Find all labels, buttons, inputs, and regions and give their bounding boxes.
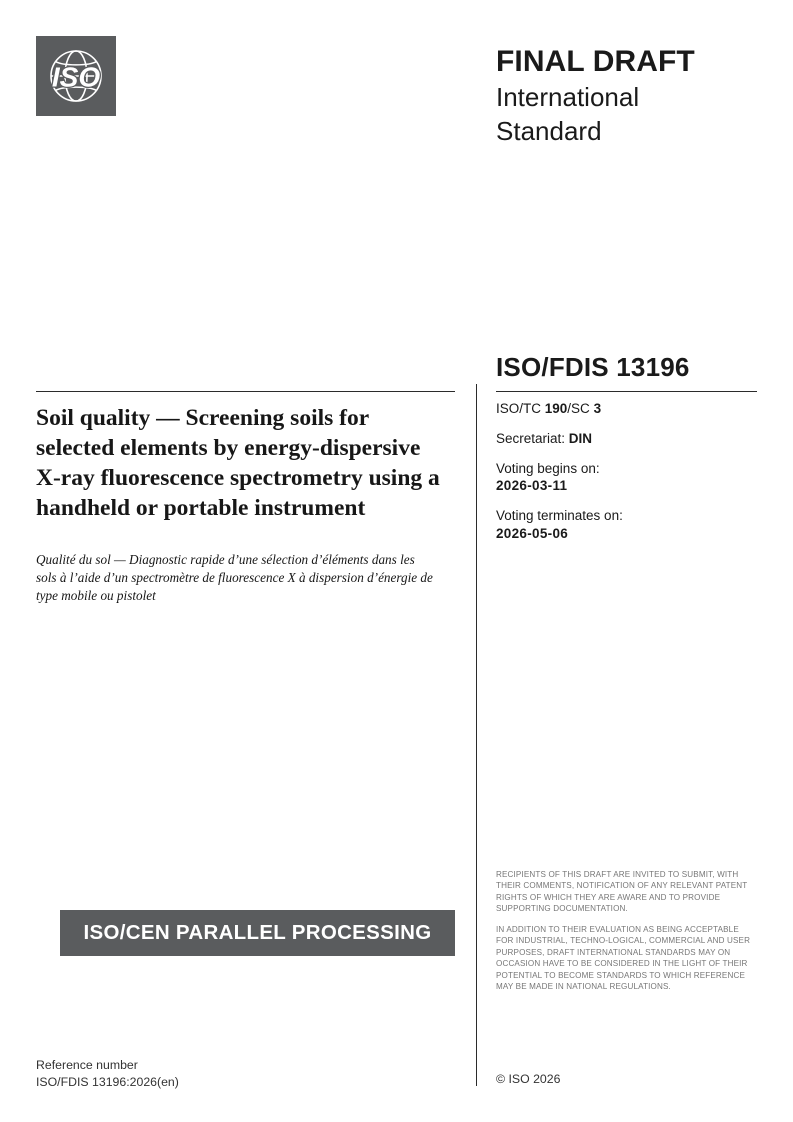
secretariat-value: DIN: [568, 430, 593, 446]
voting-terminates-label: Voting terminates on:: [496, 508, 623, 524]
sc-number: 3: [593, 401, 602, 416]
vertical-divider-rule: [476, 384, 477, 1086]
iso-logo: [36, 36, 116, 116]
reference-number: [36, 1057, 179, 1091]
voting-terminates-row: [496, 507, 766, 543]
document-kind-line-1: FINAL DRAFT: [496, 45, 695, 78]
document-title-french: Qualité du sol — Diagnostic rapide d’une sélection d’éléments dans les sols à l’aide d’un spectromètre de fluorescence X à dispersion d’énergie de type mobile ou pistolet: [36, 552, 433, 604]
reference-number-value: ISO/FDIS 13196:2026(en): [36, 1075, 179, 1090]
notice-paragraph-2: IN ADDITION TO THEIR EVALUATION AS BEING ACCEPTABLE FOR INDUSTRIAL, TECHNO-LOGICAL, COMMERCIAL AND USER PURPOSES, DRAFT INTERNATIONAL STANDARDS MAY ON OCCASION HAVE TO BE CONSIDERED IN THE LIGHT OF THEIR POTENTIAL TO BECOME STANDARDS TO WHICH REFERENCE MAY BE MADE IN NATIONAL REGULATIONS.: [496, 924, 751, 992]
document-title-english: Soil quality — Screening soils for selected elements by energy-dispersive X-ray fluorescence spectrometry using a handheld or portable instrument: [36, 405, 440, 521]
reference-number-label: Reference number: [36, 1058, 138, 1072]
committee-info: [496, 400, 766, 543]
parallel-processing-banner: [60, 910, 455, 956]
secretariat-label: Secretariat:: [496, 430, 569, 446]
tc-number: 190: [544, 401, 568, 416]
document-kind-line-2: International: [496, 82, 640, 112]
voting-begins-label: Voting begins on:: [496, 460, 600, 476]
document-kind-line-3: Standard: [496, 115, 602, 146]
copyright-notice: © ISO 2026: [496, 1072, 561, 1086]
horizontal-rule-left: [36, 391, 455, 392]
notice-paragraph-1: RECIPIENTS OF THIS DRAFT ARE INVITED TO SUBMIT, WITH THEIR COMMENTS, NOTIFICATION OF ANY RELEVANT PATENT RIGHTS OF WHICH THEY ARE AWARE AND TO PROVIDE SUPPORTING DOCUMENTATION.: [496, 870, 748, 914]
recipients-notice: [496, 869, 754, 993]
voting-begins-date: 2026-03-11: [496, 478, 568, 494]
svg-text:ISO: ISO: [51, 61, 101, 93]
parallel-processing-label: ISO/CEN PARALLEL PROCESSING: [83, 921, 432, 944]
secretariat-row: [496, 430, 766, 448]
document-number: ISO/FDIS 13196: [496, 352, 690, 382]
voting-begins-row: [496, 460, 766, 496]
sc-prefix: /SC: [567, 401, 594, 416]
tc-prefix: ISO/TC: [496, 401, 545, 416]
document-kind: [496, 42, 776, 149]
technical-committee-row: [496, 400, 766, 418]
voting-terminates-date: 2026-05-06: [496, 526, 569, 542]
horizontal-rule-right: [496, 391, 757, 392]
